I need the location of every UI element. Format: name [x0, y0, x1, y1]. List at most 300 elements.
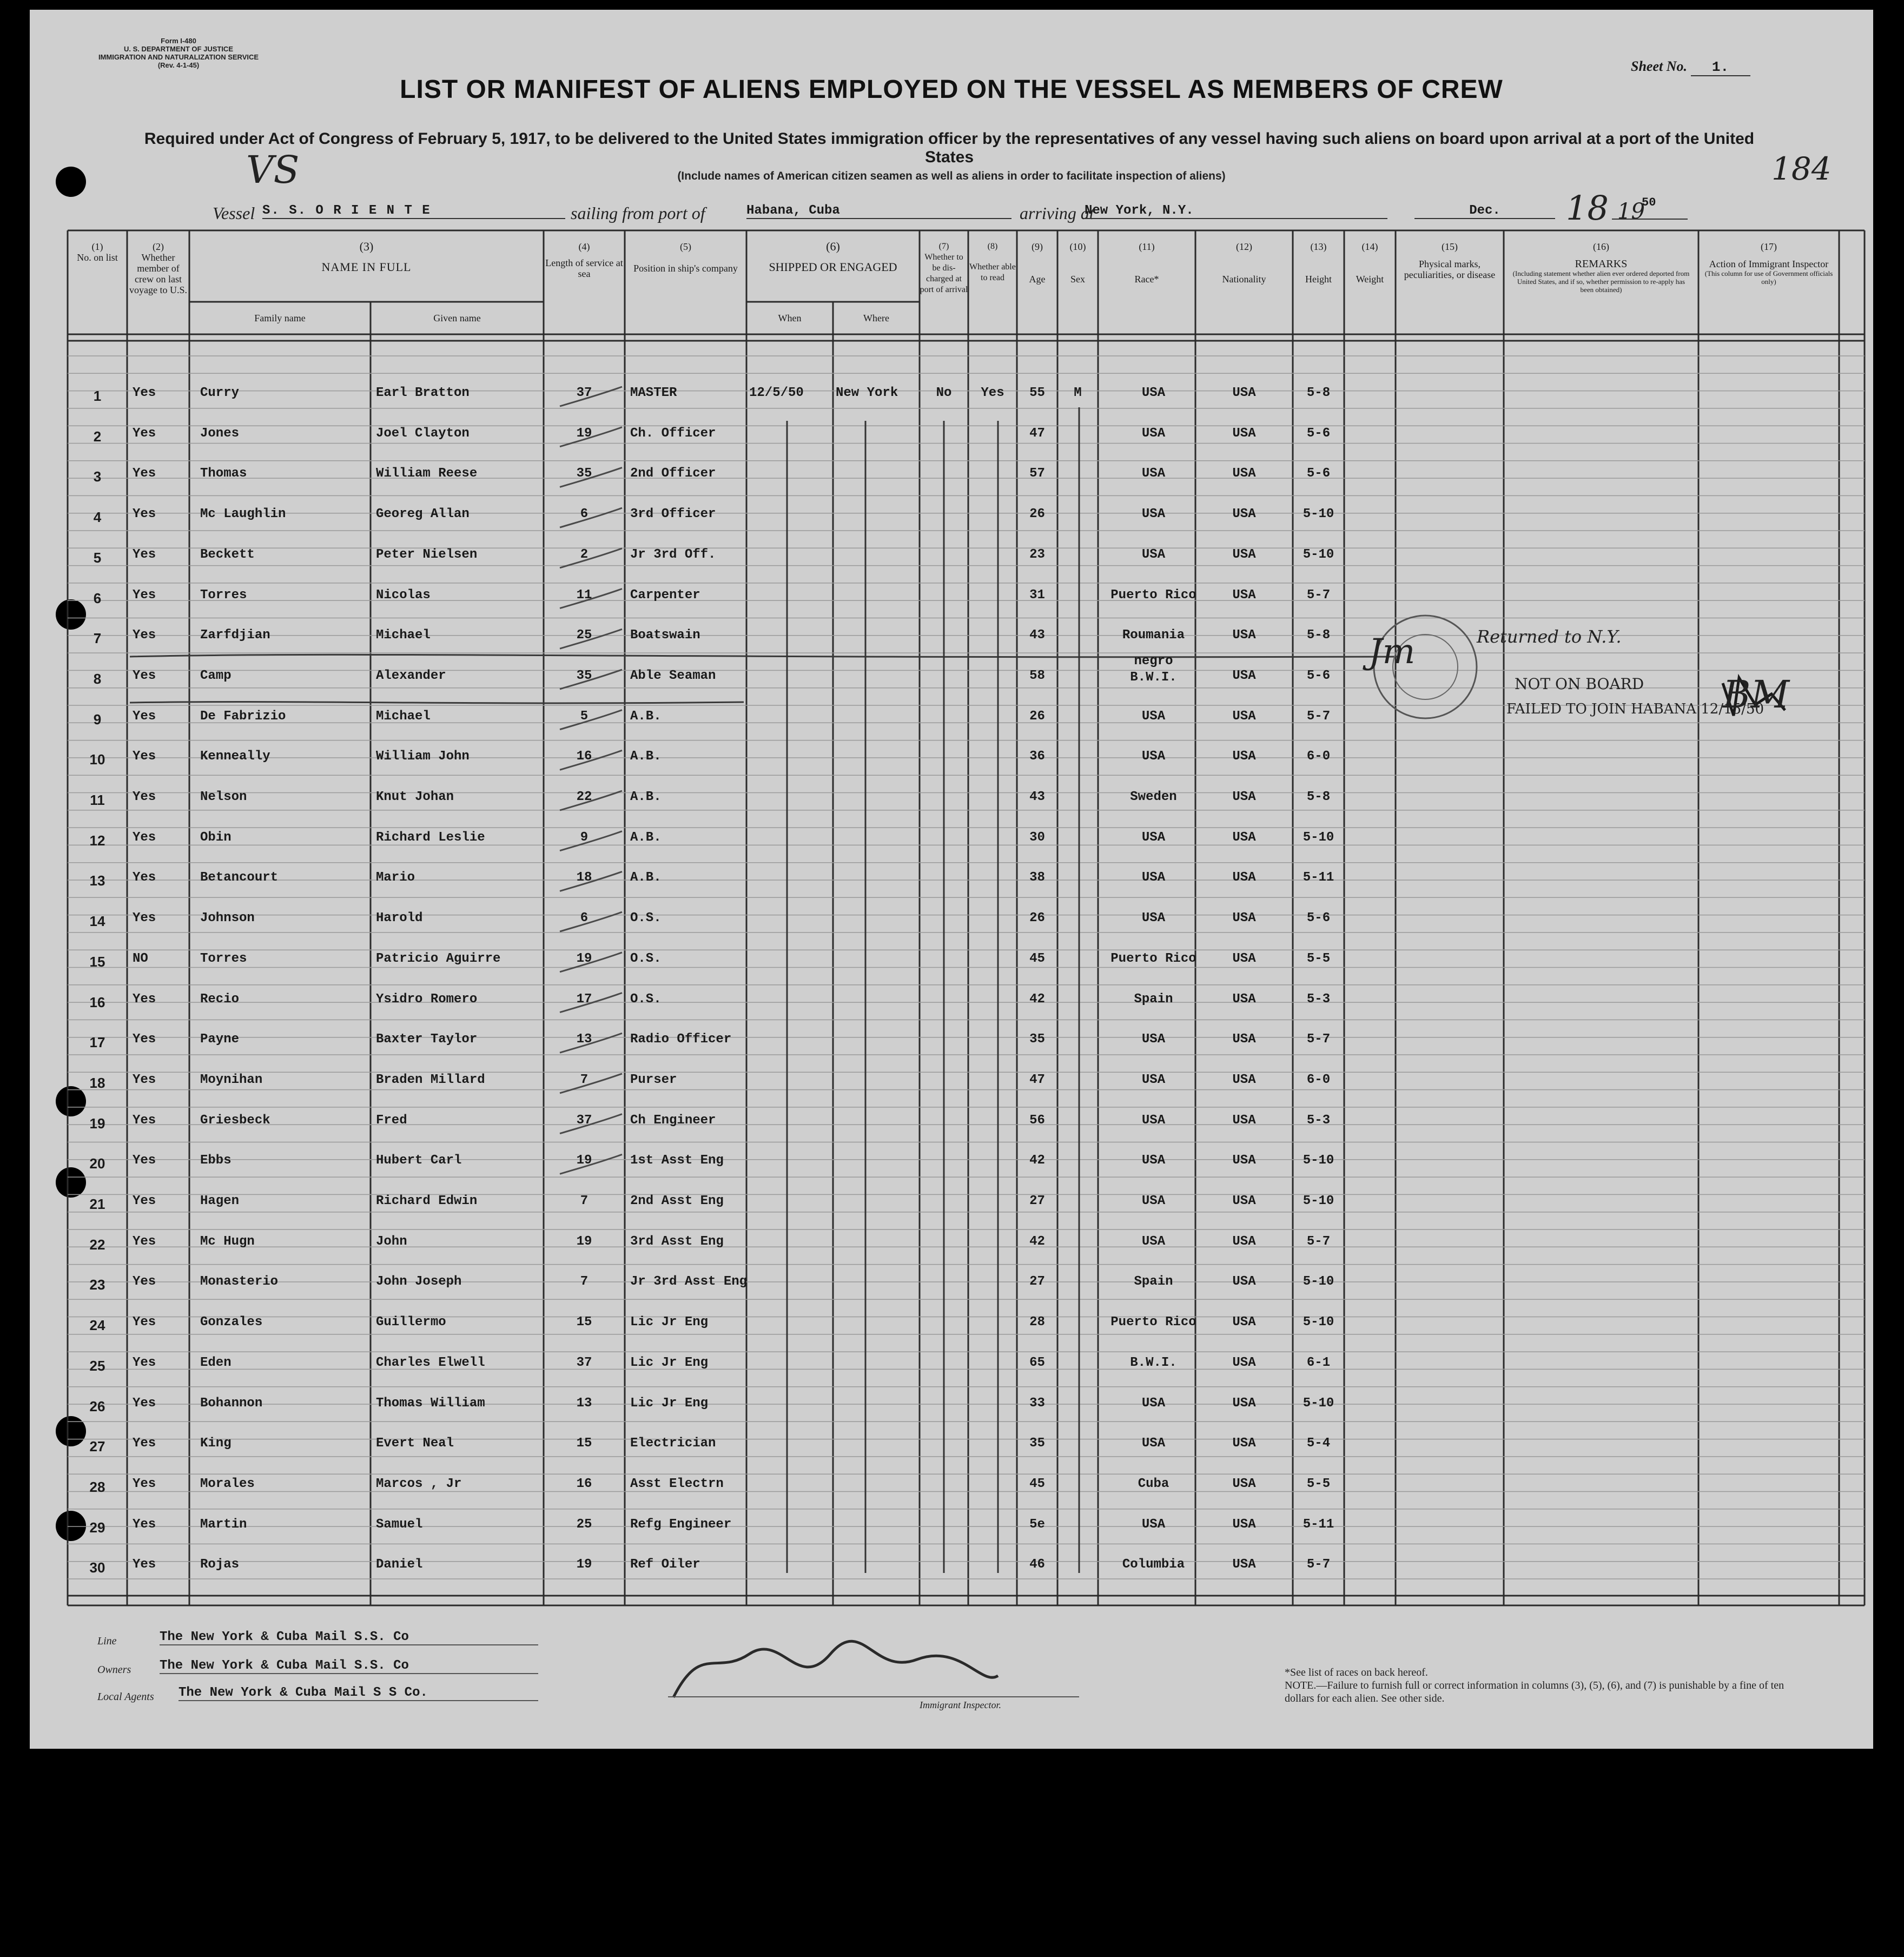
cell-family: De Fabrizio: [200, 709, 286, 724]
cell-position: Lic Jr Eng: [630, 1315, 709, 1330]
cell-height: 5-5: [1306, 951, 1331, 966]
cell-age: 65: [1029, 1355, 1045, 1370]
cell-last: Yes: [133, 830, 156, 845]
cell-nationality: USA: [1232, 1355, 1256, 1370]
cell-nationality: USA: [1232, 1234, 1256, 1249]
cell-service: 15: [576, 1315, 592, 1330]
cell-last: Yes: [133, 587, 156, 603]
table-row: [30, 870, 1873, 892]
year-suffix: 50: [1642, 196, 1656, 209]
cell-age: 26: [1029, 911, 1045, 926]
cell-service: 37: [576, 1355, 592, 1370]
cell-last: Yes: [133, 790, 156, 804]
cell-service: 19: [576, 951, 592, 966]
cell-race: USA: [1141, 709, 1166, 724]
cell-given: William Reese: [376, 466, 478, 481]
cell-position: O.S.: [630, 991, 662, 1007]
cell-race: Spain: [1134, 991, 1173, 1007]
cell-given: Alexander: [376, 668, 446, 683]
row-number: 19: [89, 1115, 105, 1132]
cell-last: Yes: [133, 1315, 156, 1330]
col-6-header: (6) SHIPPED OR ENGAGED: [769, 240, 897, 274]
cell-height: 6-0: [1306, 1072, 1331, 1087]
cell-family: Torres: [200, 587, 247, 603]
col-12-header: (12) Nationality: [1222, 241, 1266, 285]
row-number: 4: [93, 509, 102, 526]
cell-service: 11: [576, 587, 592, 603]
cell-race: Columbia: [1122, 1557, 1185, 1572]
handwritten-vs: VS: [246, 148, 300, 192]
cell-nationality: USA: [1232, 951, 1256, 966]
cell-height: 5-11: [1303, 1517, 1334, 1532]
sailing-label: sailing from port of: [571, 203, 705, 223]
cell-age: 26: [1029, 507, 1045, 522]
cell-given: Ysidro Romero: [376, 991, 478, 1007]
agents-value: The New York & Cuba Mail S S Co.: [178, 1685, 538, 1701]
col-16-header: (16) REMARKS (Including statement whether alien ever ordered deported from United States, and if so, whether permission to re-apply has been obtained): [1512, 241, 1690, 294]
col-4-header: (4) Length of service at sea: [545, 241, 623, 279]
row-number: 9: [93, 711, 102, 728]
cell-family: Martin: [200, 1517, 247, 1532]
cell-race: Puerto Rico: [1110, 951, 1196, 966]
row-number: 25: [89, 1357, 105, 1374]
cell-height: 5-8: [1306, 386, 1331, 400]
cell-height: 5-10: [1303, 507, 1334, 522]
inspector-label: Immigrant Inspector.: [920, 1700, 1001, 1710]
cell-discharged: No: [936, 386, 952, 400]
cell-race: USA: [1141, 507, 1166, 522]
cell-last: Yes: [133, 1032, 156, 1047]
cell-age: 35: [1029, 1032, 1045, 1047]
cell-given: Samuel: [376, 1517, 423, 1532]
cell-last: Yes: [133, 1194, 156, 1208]
cell-height: 5-5: [1306, 1476, 1331, 1491]
cell-family: King: [200, 1436, 232, 1451]
cell-service: 7: [580, 1274, 589, 1290]
cell-nationality: USA: [1232, 790, 1256, 804]
cell-given: Braden Millard: [376, 1072, 485, 1087]
cell-last: Yes: [133, 709, 156, 724]
col-7-header: (7) Whether to be dis-charged at port of arrival: [920, 242, 968, 294]
cell-nationality: USA: [1232, 386, 1256, 400]
cell-age: 33: [1029, 1396, 1045, 1411]
cell-last: Yes: [133, 386, 156, 400]
cell-family: Beckett: [200, 547, 255, 562]
cell-position: A.B.: [630, 709, 662, 724]
cell-age: 42: [1029, 1153, 1045, 1168]
cell-height: 5-6: [1306, 668, 1331, 683]
cell-last: Yes: [133, 507, 156, 522]
table-row: [30, 1315, 1873, 1337]
cell-family: Bohannon: [200, 1396, 263, 1411]
table-row: [30, 426, 1873, 448]
table-row: [30, 951, 1873, 973]
cell-family: Curry: [200, 386, 240, 400]
cell-family: Ebbs: [200, 1153, 232, 1168]
cell-family: Nelson: [200, 790, 247, 804]
sailing-port: Habana, Cuba: [746, 203, 1012, 219]
cell-race: USA: [1141, 1113, 1166, 1128]
subtitle-note: (Include names of American citizen seamen as well as aliens in order to facilitate inspection of aliens): [677, 170, 1226, 182]
cell-nationality: USA: [1232, 466, 1256, 481]
cell-nationality: USA: [1232, 587, 1256, 603]
cell-service: 19: [576, 1234, 592, 1249]
cell-nationality: USA: [1232, 749, 1256, 764]
cell-height: 5-8: [1306, 790, 1331, 804]
cell-height: 5-7: [1306, 709, 1331, 724]
cell-age: 35: [1029, 1436, 1045, 1451]
cell-service: 25: [576, 1517, 592, 1532]
col-11-header: (11) Race*: [1134, 241, 1159, 285]
cell-last: Yes: [133, 1234, 156, 1249]
cell-last: Yes: [133, 426, 156, 441]
col-1-header: (1) No. on list: [77, 241, 118, 263]
cell-height: 5-11: [1303, 870, 1334, 885]
col-3-given-header: Given name: [433, 313, 481, 323]
table-row: [30, 1194, 1873, 1215]
sheet-number-value: 1.: [1691, 59, 1750, 76]
cell-age: 45: [1029, 1476, 1045, 1491]
cell-position: A.B.: [630, 870, 662, 885]
cell-family: Torres: [200, 951, 247, 966]
cell-race: USA: [1141, 1194, 1166, 1208]
cell-age: 43: [1029, 790, 1045, 804]
row-number: 22: [89, 1236, 105, 1253]
cell-height: 5-10: [1303, 1396, 1334, 1411]
cell-position: 3rd Officer: [630, 507, 716, 522]
cell-age: 45: [1029, 951, 1045, 966]
cell-given: Nicolas: [376, 587, 431, 603]
cell-service: 13: [576, 1396, 592, 1411]
arriving-label: arriving at: [1020, 203, 1094, 223]
cell-last: Yes: [133, 1113, 156, 1128]
cell-height: 5-8: [1306, 628, 1331, 643]
table-row: [30, 830, 1873, 852]
cell-position: Jr 3rd Asst Eng: [630, 1274, 748, 1290]
cell-age: 28: [1029, 1315, 1045, 1330]
col-15-header: (15) Physical marks, peculiarities, or disease: [1404, 241, 1496, 280]
table-row: [30, 1557, 1873, 1579]
cell-position: Jr 3rd Off.: [630, 547, 716, 562]
cell-position: 3rd Asst Eng: [630, 1234, 724, 1249]
cell-race: USA: [1141, 547, 1166, 562]
cell-family: Hagen: [200, 1194, 240, 1208]
col-10-header: (10) Sex: [1069, 241, 1086, 285]
cell-nationality: USA: [1232, 1476, 1256, 1491]
remark-row-9-b: FAILED TO JOIN HABANA 12/15/50: [1506, 701, 1764, 717]
cell-family: Payne: [200, 1032, 240, 1047]
cell-age: 23: [1029, 547, 1045, 562]
cell-given: Knut Johan: [376, 790, 454, 804]
cell-where: New York: [836, 386, 898, 400]
cell-last: Yes: [133, 628, 156, 643]
manifest-sheet: [30, 10, 1873, 1749]
remark-row-9-signature: BM: [1723, 672, 1790, 717]
table-row: [30, 1153, 1873, 1175]
cell-last: Yes: [133, 1476, 156, 1491]
crew-rows: [30, 10, 1873, 1749]
cell-family: Jones: [200, 426, 240, 441]
cell-height: 5-7: [1306, 1234, 1331, 1249]
cell-service: 16: [576, 1476, 592, 1491]
cell-race: USA: [1141, 386, 1166, 400]
cell-last: Yes: [133, 466, 156, 481]
agents-label: Local Agents: [97, 1691, 154, 1703]
cell-last: Yes: [133, 1153, 156, 1168]
cell-race: USA: [1141, 466, 1166, 481]
table-row: [30, 1032, 1873, 1054]
cell-nationality: USA: [1232, 547, 1256, 562]
cell-race: USA: [1141, 749, 1166, 764]
cell-family: Moynihan: [200, 1072, 263, 1087]
cell-given: Georeg Allan: [376, 507, 470, 522]
cell-age: 5e: [1029, 1517, 1045, 1532]
cell-position: Ch Engineer: [630, 1113, 716, 1128]
cell-age: 43: [1029, 628, 1045, 643]
cell-family: Eden: [200, 1355, 232, 1370]
vessel-name: S. S. O R I E N T E: [262, 203, 565, 219]
row-number: 16: [89, 994, 105, 1010]
cell-height: 5-6: [1306, 466, 1331, 481]
table-row: [30, 1436, 1873, 1458]
arrival-day: 18: [1566, 188, 1609, 228]
table-row: [30, 1396, 1873, 1418]
cell-family: Obin: [200, 830, 232, 845]
cell-family: Rojas: [200, 1557, 240, 1572]
cell-family: Gonzales: [200, 1315, 263, 1330]
cell-family: Johnson: [200, 911, 255, 926]
arrival-month: Dec.: [1414, 203, 1555, 219]
cell-position: 2nd Asst Eng: [630, 1194, 724, 1208]
table-row: [30, 588, 1873, 610]
cell-age: 57: [1029, 466, 1045, 481]
row-number: 1: [93, 388, 102, 404]
cell-position: Radio Officer: [630, 1032, 732, 1047]
cell-height: 6-1: [1306, 1355, 1331, 1370]
cell-height: 5-10: [1303, 1315, 1334, 1330]
table-row: [30, 1113, 1873, 1135]
cell-service: 22: [576, 790, 592, 804]
cell-family: Thomas: [200, 466, 247, 481]
cell-race: Puerto Rico: [1110, 1315, 1196, 1330]
cell-position: Ref Oiler: [630, 1557, 700, 1572]
cell-nationality: USA: [1232, 991, 1256, 1007]
table-row: [30, 1274, 1873, 1296]
row-number: 6: [93, 590, 102, 606]
row-number: 20: [89, 1155, 105, 1172]
cell-service: 35: [576, 668, 592, 683]
cell-height: 5-7: [1306, 1557, 1331, 1572]
cell-given: Earl Bratton: [376, 386, 470, 400]
cell-position: A.B.: [630, 790, 662, 804]
row-number: 15: [89, 953, 105, 970]
cell-age: 27: [1029, 1194, 1045, 1208]
form-number: Form I-480: [161, 37, 196, 45]
cell-given: Michael: [376, 628, 431, 643]
col-14-header: (14) Weight: [1356, 241, 1384, 285]
cell-given: Baxter Taylor: [376, 1032, 478, 1047]
cell-race: negro B.W.I.: [1130, 653, 1177, 685]
cell-nationality: USA: [1232, 507, 1256, 522]
cell-height: 5-7: [1306, 587, 1331, 603]
cell-race: USA: [1141, 1234, 1166, 1249]
cell-service: 7: [580, 1072, 589, 1087]
cell-service: 19: [576, 426, 592, 441]
cell-race: USA: [1141, 426, 1166, 441]
col-8-header: (8) Whether able to read: [969, 242, 1016, 282]
subtitle: Required under Act of Congress of February 5, 1917, to be delivered to the United States immigration officer by the representatives of any vessel having such aliens on board upon arrival at a port of the United States: [144, 130, 1755, 166]
line-label: Line: [97, 1635, 117, 1647]
cell-given: Michael: [376, 709, 431, 724]
cell-given: Marcos , Jr: [376, 1476, 462, 1491]
cell-last: Yes: [133, 749, 156, 764]
cell-age: 56: [1029, 1113, 1045, 1128]
cell-last: Yes: [133, 547, 156, 562]
row-number: 2: [93, 428, 102, 445]
cell-service: 25: [576, 628, 592, 643]
cell-race: Puerto Rico: [1110, 587, 1196, 603]
cell-given: Charles Elwell: [376, 1355, 485, 1370]
cell-race: Spain: [1134, 1274, 1173, 1290]
cell-family: Mc Laughlin: [200, 507, 286, 522]
cell-given: Fred: [376, 1113, 407, 1128]
cell-race: USA: [1141, 1032, 1166, 1047]
cell-service: 13: [576, 1032, 592, 1047]
cell-height: 5-6: [1306, 426, 1331, 441]
cell-nationality: USA: [1232, 911, 1256, 926]
cell-height: 5-3: [1306, 991, 1331, 1007]
cell-nationality: USA: [1232, 1557, 1256, 1572]
cell-service: 6: [580, 507, 589, 522]
vessel-label: Vessel: [213, 203, 255, 223]
cell-last: Yes: [133, 1072, 156, 1087]
cell-nationality: USA: [1232, 1396, 1256, 1411]
cell-last: Yes: [133, 911, 156, 926]
cell-race: USA: [1141, 1517, 1166, 1532]
cell-given: John: [376, 1234, 407, 1249]
cell-position: MASTER: [630, 386, 677, 400]
remark-row-8-initials: Jm: [1368, 632, 1416, 672]
cell-position: Electrician: [630, 1436, 716, 1451]
row-number: 23: [89, 1277, 105, 1293]
cell-race: B.W.I.: [1130, 1355, 1177, 1370]
cell-position: Able Seaman: [630, 668, 716, 683]
cell-age: 46: [1029, 1557, 1045, 1572]
cell-nationality: USA: [1232, 1274, 1256, 1290]
cell-read: Yes: [981, 386, 1004, 400]
cell-nationality: USA: [1232, 426, 1256, 441]
cell-position: Refg Engineer: [630, 1517, 732, 1532]
handwritten-page-number: 184: [1771, 150, 1832, 187]
table-row: [30, 790, 1873, 811]
cell-last: Yes: [133, 1517, 156, 1532]
cell-service: 6: [580, 911, 589, 926]
row-number: 18: [89, 1074, 105, 1091]
cell-position: Asst Electrn: [630, 1476, 724, 1491]
cell-sex: M: [1074, 386, 1082, 400]
form-service: IMMIGRATION AND NATURALIZATION SERVICE: [98, 53, 259, 61]
col-17-header: (17) Action of Immigrant Inspector (This column for use of Government officials only): [1704, 241, 1833, 286]
cell-last: Yes: [133, 1436, 156, 1451]
cell-nationality: USA: [1232, 628, 1256, 643]
cell-nationality: USA: [1232, 870, 1256, 885]
cell-race: USA: [1141, 870, 1166, 885]
cell-age: 38: [1029, 870, 1045, 885]
cell-height: 5-10: [1303, 1274, 1334, 1290]
cell-height: 5-10: [1303, 1194, 1334, 1208]
cell-last: NO: [133, 951, 148, 966]
cell-family: Morales: [200, 1476, 255, 1491]
col-3-header: (3) NAME IN FULL: [321, 240, 412, 274]
col-6-when-header: When: [778, 313, 802, 323]
cell-race: Cuba: [1138, 1476, 1169, 1491]
owners-value: The New York & Cuba Mail S.S. Co: [160, 1658, 538, 1674]
cell-position: Lic Jr Eng: [630, 1396, 709, 1411]
table-row: [30, 1356, 1873, 1377]
cell-given: John Joseph: [376, 1274, 462, 1290]
cell-age: 27: [1029, 1274, 1045, 1290]
cell-position: O.S.: [630, 951, 662, 966]
cell-last: Yes: [133, 1355, 156, 1370]
cell-given: Richard Leslie: [376, 830, 485, 845]
cell-service: 17: [576, 991, 592, 1007]
row-number: 11: [90, 792, 105, 808]
cell-nationality: USA: [1232, 1194, 1256, 1208]
cell-service: 7: [580, 1194, 589, 1208]
cell-race: USA: [1141, 1436, 1166, 1451]
table-row: [30, 1073, 1873, 1094]
cell-given: Joel Clayton: [376, 426, 470, 441]
cell-position: Lic Jr Eng: [630, 1355, 709, 1370]
cell-race: USA: [1141, 830, 1166, 845]
cell-family: Zarfdjian: [200, 628, 270, 643]
row-number: 21: [89, 1196, 105, 1212]
fine-note: NOTE.—Failure to furnish full or correct information in columns (3), (5), (6), and (7) is punishable by a fine of ten dollars for each alien. See other side.: [1285, 1680, 1784, 1704]
cell-position: 1st Asst Eng: [630, 1153, 724, 1168]
row-number: 24: [89, 1317, 105, 1334]
cell-height: 5-10: [1303, 547, 1334, 562]
cell-position: A.B.: [630, 830, 662, 845]
cell-family: Betancourt: [200, 870, 279, 885]
cell-given: Evert Neal: [376, 1436, 454, 1451]
cell-race: Roumania: [1122, 628, 1185, 643]
cell-position: 2nd Officer: [630, 466, 716, 481]
col-13-header: (13) Height: [1305, 241, 1332, 285]
row-number: 8: [93, 670, 102, 687]
cell-age: 42: [1029, 1234, 1045, 1249]
cell-nationality: USA: [1232, 1032, 1256, 1047]
cell-last: Yes: [133, 1396, 156, 1411]
cell-service: 19: [576, 1153, 592, 1168]
cell-height: 5-3: [1306, 1113, 1331, 1128]
cell-height: 5-10: [1303, 1153, 1334, 1168]
cell-family: Recio: [200, 991, 240, 1007]
cell-given: Richard Edwin: [376, 1194, 478, 1208]
cell-given: Patricio Aguirre: [376, 951, 501, 966]
cell-given: Mario: [376, 870, 415, 885]
owners-label: Owners: [97, 1664, 131, 1676]
cell-last: Yes: [133, 1557, 156, 1572]
row-number: 10: [89, 751, 105, 768]
cell-nationality: USA: [1232, 1315, 1256, 1330]
line-value: The New York & Cuba Mail S.S. Co: [160, 1630, 538, 1645]
row-number: 13: [89, 872, 105, 889]
cell-given: Harold: [376, 911, 423, 926]
col-2-header: (2) Whether member of crew on last voyage to U.S.: [129, 241, 187, 295]
cell-age: 47: [1029, 426, 1045, 441]
row-number: 5: [93, 549, 102, 566]
cell-service: 18: [576, 870, 592, 885]
